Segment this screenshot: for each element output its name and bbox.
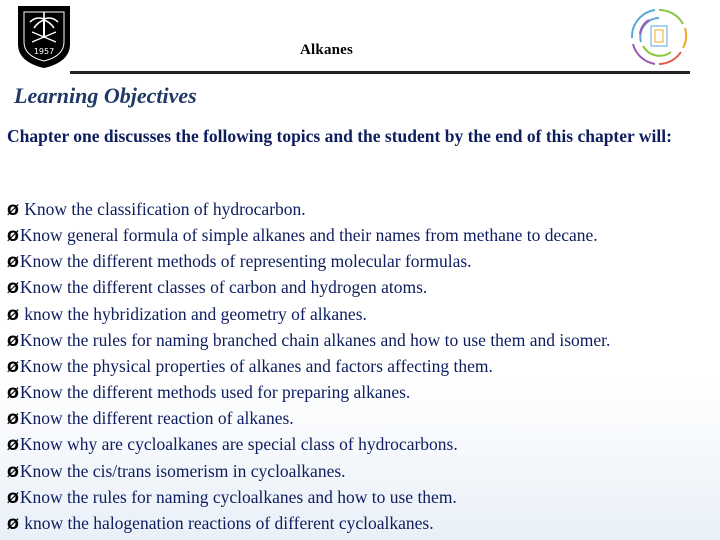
page-title: Alkanes <box>300 42 354 58</box>
intro-paragraph: Chapter one discusses the following topics and the student by the end of this chapter will: <box>7 126 672 146</box>
list-item: ØKnow the cis/trans isomerism in cycloalkanes. <box>7 460 346 481</box>
arrow-bullet-icon: Ø <box>7 281 19 298</box>
list-item: ØKnow the different classes of carbon and hydrogen atoms. <box>7 277 428 298</box>
list-item: ØKnow the different reaction of alkanes. <box>7 408 294 429</box>
university-emblem-icon <box>10 4 78 70</box>
list-item: ØKnow the rules for naming cycloalkanes and how to use them. <box>7 486 457 507</box>
list-item: Ø Know the classification of hydrocarbon. <box>7 199 306 219</box>
arrow-bullet-icon: Ø <box>7 333 19 350</box>
header-divider <box>70 71 690 74</box>
arrow-bullet-icon: Ø <box>7 386 19 403</box>
objectives-list <box>7 197 717 537</box>
arrow-bullet-icon: Ø <box>7 359 19 376</box>
arrow-bullet-icon: Ø <box>7 229 19 246</box>
emblem-year: 1957 <box>33 47 55 56</box>
arrow-bullet-icon: Ø <box>7 255 19 272</box>
list-item: ØKnow the different methods of representing molecular formulas. <box>7 251 472 272</box>
list-item: ØKnow the rules for naming branched chain alkanes and how to use them and isomer. <box>7 329 611 350</box>
arrow-bullet-icon: Ø <box>7 412 19 429</box>
arrow-bullet-icon: Ø <box>7 490 19 507</box>
section-heading: Learning Objectives <box>14 83 197 108</box>
department-circle-logo-icon <box>627 4 691 70</box>
list-item: ØKnow the different methods used for preparing alkanes. <box>7 382 411 403</box>
list-item: ØKnow the physical properties of alkanes and factors affecting them. <box>7 355 493 376</box>
list-item: Ø know the hybridization and geometry of alkanes. <box>7 303 367 324</box>
arrow-bullet-icon: Ø <box>7 307 19 324</box>
arrow-bullet-icon: Ø <box>7 464 19 481</box>
arrow-bullet-icon: Ø <box>7 516 19 533</box>
list-item: ØKnow why are cycloalkanes are special class of hydrocarbons. <box>7 434 458 455</box>
arrow-bullet-icon: Ø <box>7 438 19 455</box>
list-item: ØKnow general formula of simple alkanes and their names from methane to decane. <box>7 225 598 246</box>
list-item: Ø know the halogenation reactions of different cycloalkanes. <box>7 512 434 533</box>
arrow-bullet-icon: Ø <box>7 203 19 219</box>
